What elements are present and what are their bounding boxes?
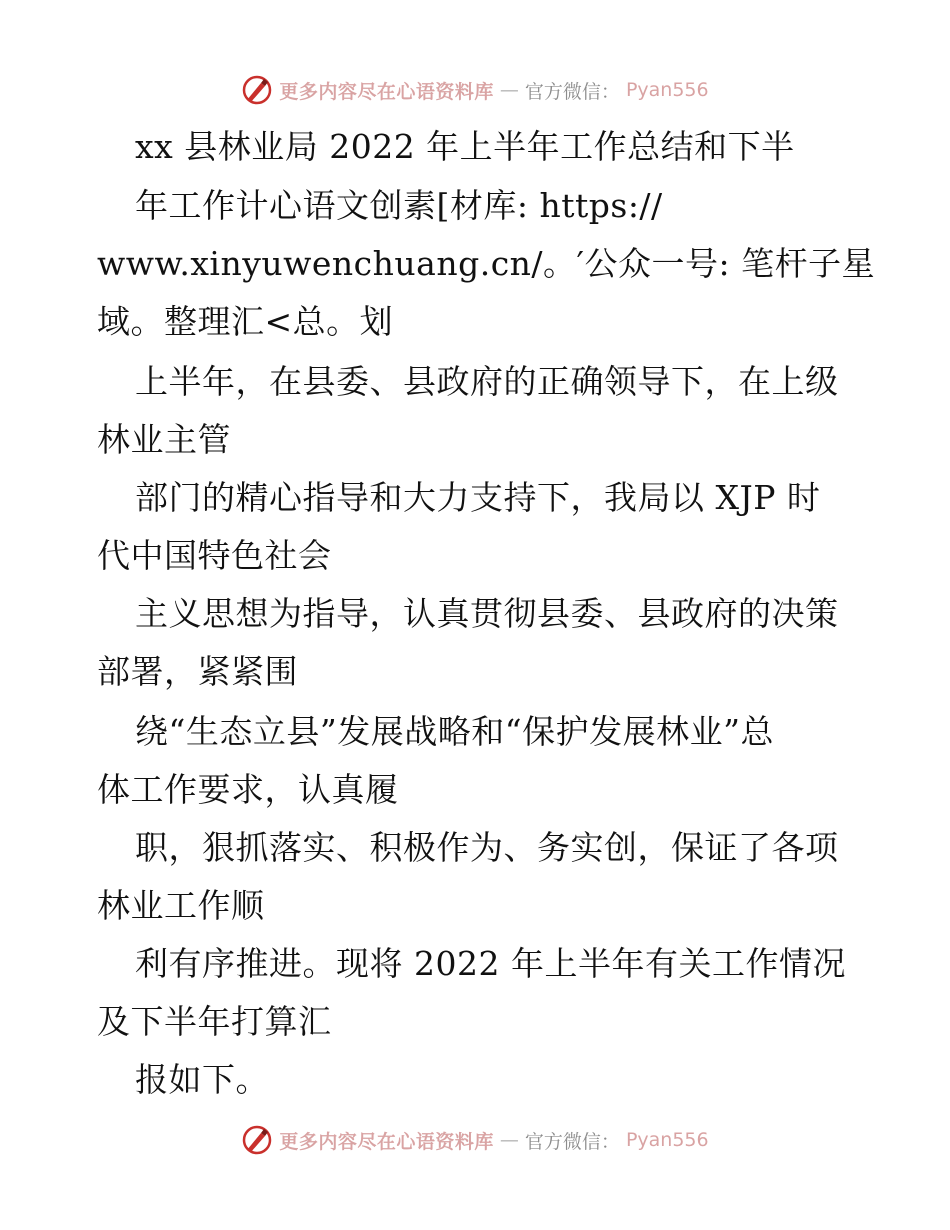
body-line: 及下半年打算汇 xyxy=(97,1002,332,1041)
body-line: 代中国特色社会 xyxy=(97,536,332,575)
watermark-wechat-id: Pyan556 xyxy=(625,79,709,101)
watermark-wechat-id: Pyan556 xyxy=(625,1129,709,1151)
body-line: 林业工作顺 xyxy=(97,886,265,925)
watermark-label: 官方微信： xyxy=(524,1130,620,1153)
document-title-line-1: xx 县林业局 2022 年上半年工作总结和下半 xyxy=(135,127,795,166)
watermark-separator: — xyxy=(499,1129,519,1151)
watermark-separator: — xyxy=(499,79,519,101)
brush-circle-logo-icon xyxy=(241,1124,273,1156)
document-title-line-3: www.xinyuwenchuang.cn/。′公众一号: 笔杆子星 xyxy=(97,244,876,283)
watermark-label: 官方微信： xyxy=(524,80,620,103)
watermark-brand: 更多内容尽在心语资料库 xyxy=(279,80,494,103)
body-line: 利有序推进。现将 2022 年上半年有关工作情况 xyxy=(135,944,846,983)
body-line: 报如下。 xyxy=(135,1060,269,1099)
body-line: 上半年，在县委、县政府的正确领导下，在上级 xyxy=(135,362,839,401)
body-line: 职，狠抓落实、积极作为、务实创，保证了各项 xyxy=(135,828,839,867)
document-title-line-4: 域。整理汇<总。划 xyxy=(97,302,394,341)
document-title-line-2: 年工作计心语文创素[材库: https:// xyxy=(135,186,663,225)
watermark-brand: 更多内容尽在心语资料库 xyxy=(279,1130,494,1153)
body-line: 体工作要求，认真履 xyxy=(97,770,399,809)
body-line: 主义思想为指导，认真贯彻县委、县政府的决策 xyxy=(135,594,839,633)
body-line: 部署，紧紧围 xyxy=(97,652,298,691)
watermark-footer xyxy=(0,1120,950,1160)
body-line: 部门的精心指导和大力支持下，我局以 XJP 时 xyxy=(135,478,821,517)
body-line: 绕“生态立县”发展战略和“保护发展林业”总 xyxy=(135,712,774,751)
body-line: 林业主管 xyxy=(97,420,231,459)
